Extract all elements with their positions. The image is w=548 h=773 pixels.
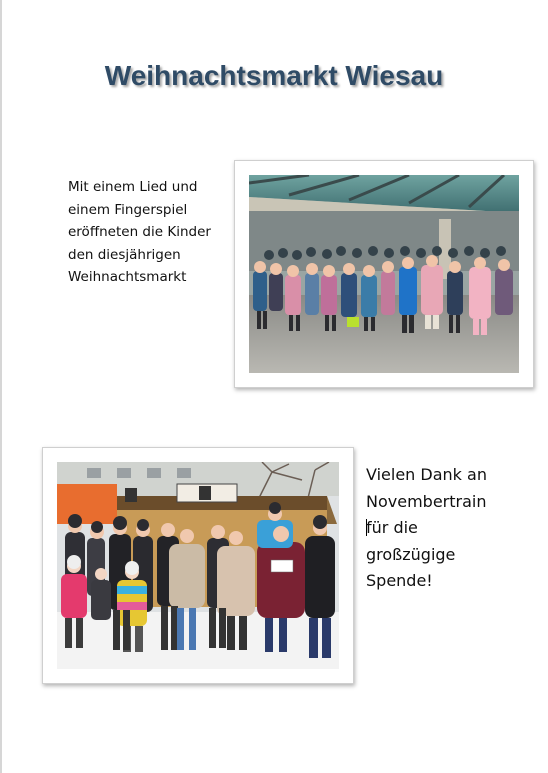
photo-frame-children[interactable] bbox=[234, 160, 534, 388]
paragraph-thanks-donation bbox=[366, 462, 516, 595]
paragraph2-line: großzügige bbox=[366, 544, 456, 564]
paragraph1-line: Weihnachtsmarkt bbox=[68, 269, 187, 285]
donation-group-photo[interactable] bbox=[57, 462, 339, 669]
paragraph2-line: Novembertrain bbox=[366, 491, 487, 511]
paragraph2-line: Vielen Dank an bbox=[366, 465, 487, 484]
paragraph1-line: eröffneten die Kinder bbox=[68, 224, 211, 240]
paragraph1-line: den diesjährigen bbox=[68, 246, 181, 263]
paragraph-children-opening bbox=[68, 176, 238, 289]
paragraph2-line-with-cursor[interactable] bbox=[366, 515, 516, 542]
paragraph1-line: einem Fingerspiel bbox=[68, 201, 188, 218]
children-group-photo[interactable] bbox=[249, 175, 519, 373]
paragraph2-line: Spende! bbox=[366, 571, 433, 590]
paragraph1-line: Mit einem Lied und bbox=[68, 179, 198, 195]
photo-frame-donation[interactable] bbox=[42, 447, 354, 684]
paragraph2-line: für die bbox=[366, 518, 418, 537]
page-title: Weihnachtsmarkt Wiesau bbox=[104, 60, 444, 91]
page-left-edge bbox=[0, 0, 2, 773]
